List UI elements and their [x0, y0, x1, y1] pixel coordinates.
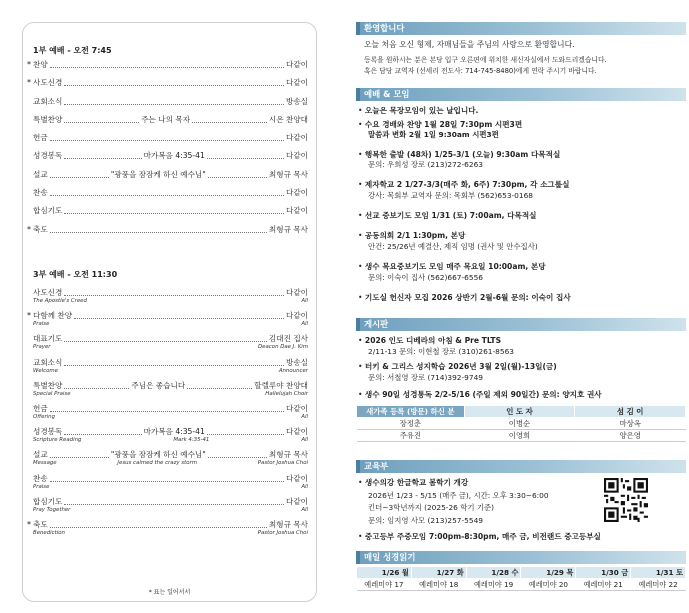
order-row [27, 224, 308, 235]
order-line [33, 474, 308, 484]
order-item: 찬양 [33, 60, 48, 69]
order-item: 합심기도 [33, 496, 63, 506]
order-row [27, 60, 308, 70]
order-item: 축도 [33, 519, 48, 529]
leader-dots [50, 195, 284, 196]
order-row [33, 404, 308, 420]
order-line [33, 188, 308, 198]
worship-item: • 행복한 출발 (48차) 1/25-3/1 (오늘) 9:30am 다목적실 [358, 150, 561, 159]
standing-mark: * [27, 60, 31, 69]
reading-day: 1/29 목 [521, 567, 576, 579]
order-item-english: The Apostle's Creed [33, 298, 87, 304]
leader-dots [64, 434, 141, 435]
order-leader-english: All [301, 298, 308, 304]
order-item: 성경봉독 [33, 151, 63, 161]
order-leader-english: Deacon Dae J. Kim [258, 344, 308, 351]
worship-item-sub: 강사: 목회부 교역자 문의: 목회부 (562)653-0168 [368, 191, 533, 200]
host-name: 마상옥 [575, 418, 686, 430]
order-leader: 다같이 [285, 473, 308, 483]
order-leader: 다같이 [285, 311, 308, 321]
reading-chapter: 예레미야 21 [576, 579, 631, 591]
order-leader: 다같이 [285, 403, 308, 413]
service-3-rows [27, 288, 309, 536]
order-leader: 다같이 [285, 206, 308, 216]
board-item-sub: 문의: 서철영 장로 (714)392-9749 [368, 373, 483, 382]
order-item: 찬송 [33, 188, 48, 198]
host-name: 양은영 [575, 430, 686, 442]
education-item: • 생수의강 한글학교 봄학기 개강 [358, 478, 469, 487]
order-leader: 다같이 [285, 60, 308, 69]
order-leader: 다같이 [286, 427, 309, 437]
order-leader: 방송실 [285, 357, 308, 367]
order-item: 특별찬양 [33, 380, 63, 390]
order-row [33, 288, 308, 304]
order-detail: 마가복음 4:35-41 [143, 427, 205, 437]
worship-item: • 기도실 헌신자 모집 2026 상반기 2월-6월 문의: 이숙이 집사 [358, 293, 571, 302]
order-leader: 다같이 [286, 151, 309, 161]
education-item: • 중고등부 주중모임 7:00pm-8:30pm, 매주 금, 비전랜드 중고등부실 [358, 532, 601, 541]
order-leader-english: Pastor Joshua Choi [257, 529, 308, 536]
board-header: 게시판 [356, 318, 686, 331]
order-leader-english: All [301, 413, 308, 420]
education-item-sub: 2026년 1/23 - 5/15 (매주 금), 시간: 오후 3:30~6:00 [368, 491, 549, 500]
order-line [33, 206, 308, 216]
worship-item: • 선교 중보기도 모임 1/31 (토) 7:00am, 다목적실 [358, 211, 537, 220]
reading-chapter: 예레미야 20 [521, 579, 576, 591]
order-leader-english: All [301, 506, 308, 513]
order-line [33, 97, 308, 107]
board-item: • 터키 & 그리스 성지학습 2026년 3월 2일(월)-13일(금) [358, 362, 557, 371]
order-english [33, 484, 308, 490]
order-leader-english: Announcer [278, 367, 308, 374]
leader-dots [208, 457, 267, 458]
order-item-english: Offering [33, 413, 56, 420]
order-line [33, 334, 308, 344]
order-line [33, 151, 308, 161]
order-row [33, 206, 308, 216]
leader-dots [50, 67, 284, 68]
order-row [33, 427, 308, 443]
leader-dots [50, 177, 109, 178]
order-line [27, 519, 308, 530]
reading-chapter: 예레미야 22 [631, 579, 686, 591]
leader-dots [50, 140, 284, 141]
guide-name: 이병순 [464, 418, 575, 430]
education-item-sub: 문의: 임지영 사모 (213)257-5549 [368, 516, 483, 525]
order-english [33, 460, 308, 466]
order-detail: 주님은 좋습니다 [131, 380, 186, 390]
reading-day: 1/30 금 [576, 567, 631, 579]
leader-dots [50, 457, 109, 458]
new-family-name: 주유진 [357, 430, 465, 442]
order-leader: 다같이 [285, 188, 308, 198]
order-of-worship-card [22, 22, 317, 602]
new-family-header: 새가족 등록 (방문) 하신 분 [357, 406, 465, 418]
order-leader: 방송실 [285, 96, 308, 106]
worship-item: • 오늘은 목장모임이 있는 날입니다. [358, 106, 479, 115]
leader-dots [192, 122, 267, 123]
standing-mark: * [27, 519, 31, 529]
order-item-english: Message [33, 460, 57, 467]
order-leader: 다같이 [285, 78, 308, 88]
order-leader-english: All [301, 483, 308, 490]
order-row [33, 450, 308, 466]
order-leader-english: All [301, 321, 308, 328]
order-row [33, 188, 308, 198]
order-item: 다함께 찬양 [33, 311, 73, 321]
order-leader: 할렐루야 찬양대 [254, 380, 308, 390]
order-row [33, 97, 308, 107]
order-leader: 다같이 [285, 496, 308, 506]
order-item-english: Prayer [33, 344, 51, 351]
standing-mark: * [27, 78, 31, 88]
reading-day: 1/28 수 [466, 567, 521, 579]
order-item-english: Pray Together [33, 506, 71, 513]
order-item: 헌금 [33, 403, 48, 413]
order-item: 교회소식 [33, 96, 63, 106]
leader-dots [64, 158, 141, 159]
leader-dots [64, 104, 284, 105]
order-line [27, 60, 308, 70]
order-english [33, 437, 308, 443]
order-detail: "광풍을 잠잠케 하신 예수님" [110, 169, 206, 179]
order-detail: 주는 나의 목자 [141, 114, 191, 124]
order-item-english: Special Praise [33, 390, 71, 397]
order-item-english: Welcome [33, 367, 58, 374]
order-row [27, 519, 308, 536]
order-item: 설교 [33, 169, 48, 179]
leader-dots [50, 481, 284, 482]
order-item: 성경봉독 [33, 427, 63, 437]
worship-item: • 제자학교 2 1/27-3/3(매주 화, 6주) 7:30pm, 각 소그룹실 [358, 180, 570, 189]
welcome-line-1: 등록을 원하시는 분은 본당 입구 오른편에 위치한 새신자실에서 도와드리겠습니다. [364, 56, 607, 64]
order-leader: 최형규 목사 [268, 169, 308, 179]
order-english [33, 530, 308, 536]
reading-day: 1/27 화 [411, 567, 466, 579]
order-item: 헌금 [33, 133, 48, 143]
leader-dots [64, 85, 284, 86]
order-leader: 시온 찬양대 [268, 114, 308, 124]
host-header: 섬 김 이 [575, 406, 686, 418]
worship-item-sub: 문의: 이숙이 집사 (562)667-6556 [368, 273, 483, 282]
order-line [33, 450, 308, 460]
order-line [33, 170, 308, 180]
table-row [357, 430, 686, 442]
order-row [33, 497, 308, 513]
worship-item-sub: 안건: 25/26년 예결산, 제직 임명 (권사 및 안수집사) [368, 242, 538, 251]
worship-item-sub: 말씀과 변화 2월 1일 9:30am 시편3편 [368, 130, 499, 139]
service-3-title: 3부 예배 - 오전 11:30 [33, 270, 118, 279]
reading-day: 1/31 토 [631, 567, 686, 579]
order-row [33, 334, 308, 350]
order-english [33, 414, 308, 420]
order-detail-english: Jesus calmed the crazy storm [117, 460, 197, 467]
new-family-table [356, 405, 686, 442]
order-item: 사도신경 [33, 78, 63, 88]
worship-item-sub: 문의: 우희성 장로 (213)272-6263 [368, 160, 483, 169]
reading-chapter: 예레미야 17 [357, 579, 412, 591]
order-row [33, 381, 308, 397]
reading-day: 1/26 월 [357, 567, 412, 579]
order-line [33, 358, 308, 368]
order-item: 찬송 [33, 473, 48, 483]
order-line [33, 288, 308, 298]
order-english [33, 298, 308, 304]
welcome-line-2: 혹은 담당 교역자 (선세리 전도사: 714-745-8480)에게 연락 주시기 바랍니다. [364, 67, 597, 75]
order-line [33, 133, 308, 143]
order-line [33, 427, 308, 437]
reading-header: 매일 성경읽기 [356, 551, 686, 564]
order-leader: 다같이 [285, 288, 308, 297]
order-item: 합심기도 [33, 206, 63, 216]
leader-dots [50, 411, 284, 412]
order-item: 교회소식 [33, 357, 63, 367]
reading-chapter: 예레미야 18 [411, 579, 466, 591]
order-item: 축도 [33, 224, 48, 234]
service-1-title: 1부 예배 - 오전 7:45 [33, 46, 112, 55]
order-row [33, 358, 308, 374]
leader-dots [64, 388, 129, 389]
order-item-english: Praise [33, 483, 50, 490]
order-leader-english: Hallelujah Choir [265, 390, 308, 397]
order-leader-english: All [301, 437, 308, 444]
table-row [357, 418, 686, 430]
new-family-name: 장정춘 [357, 418, 465, 430]
order-item: 대표기도 [33, 334, 63, 344]
order-leader: 최형규 목사 [268, 224, 308, 234]
worship-header: 예배 & 모임 [356, 88, 686, 101]
leader-dots [207, 434, 284, 435]
worship-item: • 공동의회 2/1 1:30pm, 본당 [358, 231, 466, 240]
order-english [33, 368, 308, 374]
order-line [33, 497, 308, 507]
order-item: 특별찬양 [33, 114, 63, 124]
order-row [33, 474, 308, 490]
service-1-rows [27, 60, 309, 235]
service-1 [27, 45, 309, 235]
standing-footnote: * 표는 일어서서 [148, 589, 191, 596]
order-item: 설교 [33, 450, 48, 460]
worship-item: • 생수 목요중보기도 모임 매주 목요일 10:00am, 본당 [358, 262, 546, 271]
board-item: • 2026 인도 디베라의 아침 & Pre TLTS [358, 336, 502, 345]
order-row [27, 311, 308, 328]
order-item: 사도신경 [33, 288, 63, 297]
leader-dots [187, 388, 252, 389]
order-line [27, 78, 308, 88]
leader-dots [64, 341, 267, 342]
leader-dots [208, 177, 267, 178]
order-row [33, 151, 308, 161]
leader-dots [64, 365, 284, 366]
board-item-sub: 2/11-13 문의: 이현철 장로 (310)261-8563 [368, 347, 514, 356]
order-english [33, 321, 308, 327]
order-line [27, 311, 308, 321]
service-3 [27, 269, 309, 536]
reading-chapter: 예레미야 19 [466, 579, 521, 591]
order-detail: 마가복음 4:35-41 [143, 151, 205, 161]
leader-dots [64, 122, 139, 123]
order-english [33, 344, 308, 350]
board-item: • 생수 90일 성경통독 2/2-5/16 (주일 제외 90일간) 문의: 양지호 권사 [358, 390, 602, 399]
guide-name: 이영희 [464, 430, 575, 442]
leader-dots [50, 232, 267, 233]
order-leader: 김대진 집사 [268, 334, 308, 344]
order-leader: 최형규 목사 [268, 519, 308, 529]
education-item-sub: 킨더~3학년까지 (2025-26 학기 기준) [368, 503, 494, 512]
welcome-header: 환영합니다 [356, 22, 686, 35]
order-leader: 최형규 목사 [268, 450, 308, 460]
standing-mark: * [27, 311, 31, 321]
worship-item: • 수요 경배와 찬양 1월 28일 7:30pm 시편3편 [358, 120, 523, 129]
leader-dots [207, 158, 284, 159]
leader-dots [50, 527, 267, 528]
education-header: 교육부 [356, 460, 686, 473]
leader-dots [64, 295, 284, 296]
leader-dots [64, 213, 284, 214]
order-leader: 다같이 [285, 133, 308, 143]
order-item-english: Benediction [33, 529, 65, 536]
order-detail-english: Mark 4:35-41 [173, 437, 210, 444]
order-row [27, 78, 308, 88]
order-leader-english: Pastor Joshua Choi [257, 460, 308, 467]
order-line [33, 404, 308, 414]
reading-table [356, 566, 686, 591]
welcome-lead: 오늘 처음 오신 형제, 자매님들을 주님의 사랑으로 환영합니다. [364, 40, 575, 49]
order-item-english: Praise [33, 321, 50, 328]
qr-code-icon [604, 478, 648, 522]
order-line [33, 115, 308, 125]
guide-header: 인 도 자 [464, 406, 575, 418]
order-detail: "광풍을 잠잠케 하신 예수님" [110, 450, 206, 460]
order-english [33, 391, 308, 397]
order-row [33, 170, 308, 180]
order-line [33, 381, 308, 391]
leader-dots [74, 318, 284, 319]
order-row [33, 133, 308, 143]
order-english [33, 507, 308, 513]
order-item-english: Scripture Reading [33, 437, 82, 444]
standing-mark: * [27, 224, 31, 234]
leader-dots [64, 504, 284, 505]
order-row [33, 115, 308, 125]
order-line [27, 224, 308, 235]
